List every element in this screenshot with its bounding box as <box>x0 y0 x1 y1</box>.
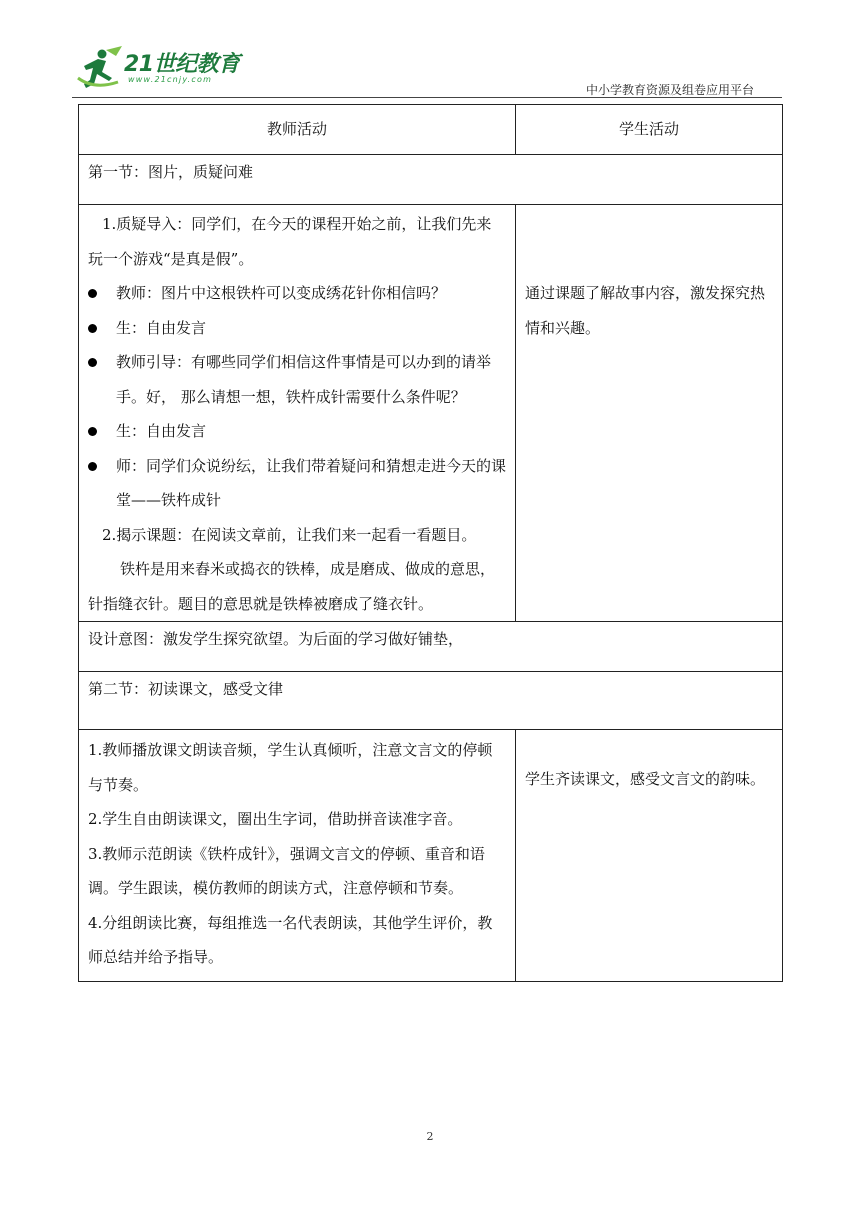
page-header <box>0 0 860 100</box>
section2-title: 第二节：初读课文，感受文律 <box>79 672 783 730</box>
header-divider <box>72 97 782 98</box>
logo <box>76 44 246 96</box>
paragraph: 3.教师示范朗读《铁杵成针》，强调文言文的停顿、重音和语调。学生跟读，模仿教师的朗读方式，注意停顿和节奏。 <box>88 844 485 897</box>
bullet-icon <box>88 462 97 471</box>
list-item: 教师：图片中这根铁杵可以变成绣花针你相信吗？ <box>88 276 506 311</box>
section2-content-row <box>79 730 783 982</box>
logo-url: www.21cnjy.com <box>128 75 213 84</box>
paragraph: 2.揭示课题：在阅读文章前，让我们来一起看一看题目。 <box>102 525 477 544</box>
lesson-plan-table <box>78 104 783 982</box>
bullet-icon <box>88 324 97 333</box>
section1-teacher-cell <box>79 205 516 622</box>
section1-title: 第一节：图片，质疑问难 <box>79 155 783 205</box>
table-header-row <box>79 105 783 155</box>
section2-title-row <box>79 672 783 730</box>
section2-teacher-cell <box>79 730 516 982</box>
logo-text: 21世纪教育 <box>124 52 240 77</box>
bullet-icon <box>88 289 97 298</box>
col-header-teacher: 教师活动 <box>79 105 516 155</box>
section1-student-cell: 通过课题了解故事内容，激发探究热情和兴趣。 <box>516 205 783 622</box>
page-number: 2 <box>426 1130 434 1143</box>
section1-content-row <box>79 205 783 622</box>
bullet-icon <box>88 427 97 436</box>
paragraph: 1.质疑导入：同学们，在今天的课程开始之前，让我们先来玩一个游戏“是真是假”。 <box>88 215 492 268</box>
list-item: 生：自由发言 <box>88 414 506 449</box>
list-item: 师：同学们众说纷纭，让我们带着疑问和猜想走进今天的课堂——铁杵成针 <box>88 449 506 518</box>
section2-student-cell: 学生齐读课文，感受文言文的韵味。 <box>516 730 783 982</box>
paragraph: 铁杵是用来舂米或捣衣的铁棒，成是磨成、做成的意思，针指缝衣针。题目的意思就是铁棒被磨成了缝衣针。 <box>88 560 496 613</box>
paragraph: 2.学生自由朗读课文，圈出生字词，借助拼音读准字音。 <box>88 810 463 828</box>
platform-name: 中小学教育资源及组卷应用平台 <box>585 83 754 97</box>
bullet-icon <box>88 358 97 367</box>
paragraph: 1.教师播放课文朗读音频，学生认真倾听，注意文言文的停顿与节奏。 <box>88 741 493 794</box>
list-item: 生：自由发言 <box>88 311 506 346</box>
list-item: 教师引导：有哪些同学们相信这件事情是可以办到的请举手。好， 那么请想一想，铁杵成针需要什么条件呢？ <box>88 345 506 414</box>
col-header-student: 学生活动 <box>516 105 783 155</box>
design-intent-row <box>79 622 783 672</box>
design-intent: 设计意图：激发学生探究欲望。为后面的学习做好铺垫， <box>79 622 783 672</box>
runner-logo-icon <box>76 44 126 92</box>
paragraph: 4.分组朗读比赛，每组推选一名代表朗读，其他学生评价，教师总结并给予指导。 <box>88 913 493 966</box>
section1-title-row <box>79 155 783 205</box>
